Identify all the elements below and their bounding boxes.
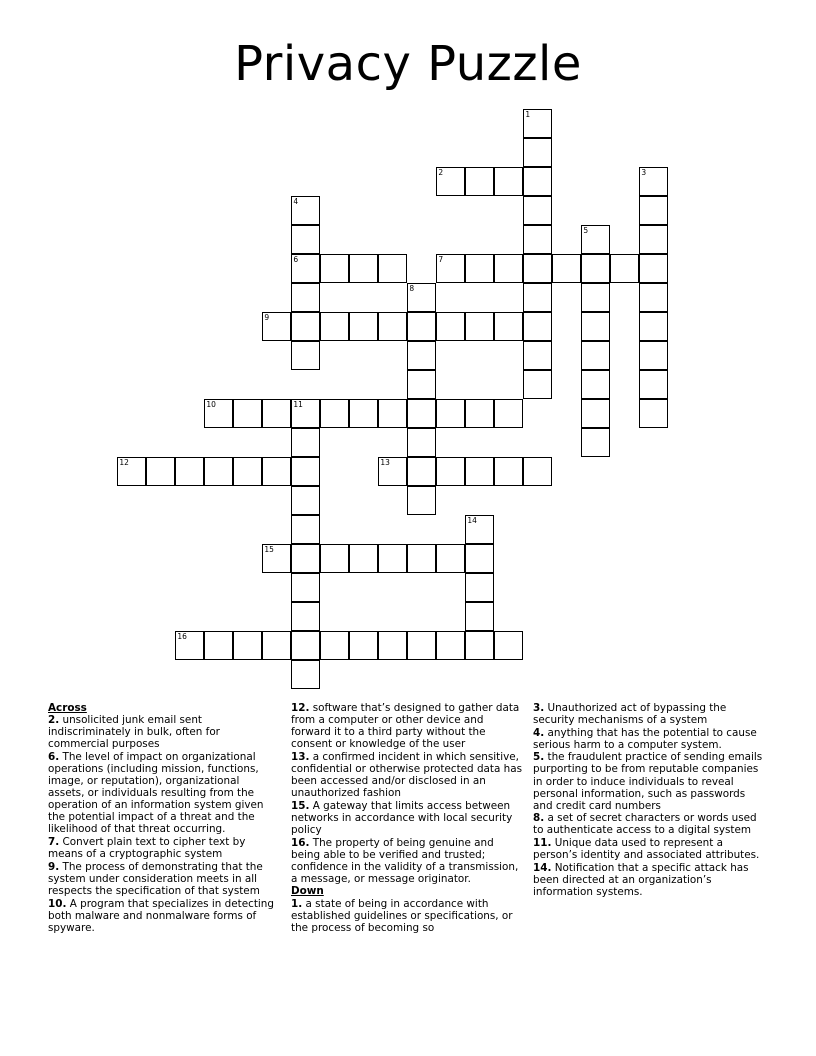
grid-cell[interactable] [349, 631, 378, 660]
grid-cell[interactable] [291, 631, 320, 660]
clue-item-number: 8. [533, 812, 545, 825]
clue-number: 15 [264, 545, 274, 555]
grid-cell[interactable] [436, 457, 465, 486]
clue-item [291, 702, 526, 750]
grid-cell[interactable] [262, 544, 291, 573]
grid-cell[interactable] [349, 312, 378, 341]
grid-cell[interactable] [291, 283, 320, 312]
grid-cell[interactable] [291, 573, 320, 602]
grid-cell[interactable] [581, 254, 610, 283]
clue-item [48, 898, 278, 934]
grid-cell[interactable] [639, 312, 668, 341]
clue-item [533, 862, 768, 898]
grid-cell[interactable] [639, 196, 668, 225]
grid-cell[interactable] [581, 225, 610, 254]
grid-cell[interactable] [320, 254, 349, 283]
grid-cell[interactable] [204, 631, 233, 660]
grid-cell[interactable] [407, 283, 436, 312]
grid-cell[interactable] [494, 167, 523, 196]
grid-cell[interactable] [465, 602, 494, 631]
grid-cell[interactable] [436, 312, 465, 341]
clue-item [291, 751, 526, 799]
grid-cell[interactable] [233, 399, 262, 428]
clue-item-number: 16. [291, 836, 310, 849]
grid-cell[interactable] [407, 428, 436, 457]
grid-cell[interactable] [291, 486, 320, 515]
grid-cell[interactable] [233, 457, 262, 486]
clue-item-text: The property of being genuine and being able to be verified and trusted; confidence in the validity of a transmission, a message, or message originator. [291, 836, 519, 885]
clue-item-number: 7. [48, 836, 60, 849]
grid-cell[interactable] [320, 399, 349, 428]
grid-cell[interactable] [378, 544, 407, 573]
down-clue-list-2 [533, 702, 768, 898]
grid-cell[interactable] [581, 283, 610, 312]
grid-cell[interactable] [407, 399, 436, 428]
grid-cell[interactable] [262, 399, 291, 428]
clue-item-number: 1. [291, 897, 303, 910]
grid-cell[interactable] [291, 341, 320, 370]
grid-cell[interactable] [639, 225, 668, 254]
grid-cell[interactable] [523, 341, 552, 370]
grid-cell[interactable] [233, 631, 262, 660]
grid-cell[interactable] [378, 312, 407, 341]
grid-cell[interactable] [465, 254, 494, 283]
clue-number: 3 [641, 168, 647, 178]
across-clue-list-2 [291, 702, 526, 885]
grid-cell[interactable] [639, 167, 668, 196]
grid-cell[interactable] [262, 312, 291, 341]
clue-number: 7 [438, 255, 444, 265]
clue-item [533, 837, 768, 861]
clue-number: 13 [380, 458, 390, 468]
grid-cell[interactable] [204, 457, 233, 486]
clue-item [291, 837, 526, 885]
clue-item [533, 702, 768, 726]
clue-item-text: Unauthorized act of bypassing the security mechanisms of a system [533, 702, 727, 727]
grid-cell[interactable] [639, 341, 668, 370]
clue-number: 1 [525, 110, 531, 120]
clue-item-number: 2. [48, 714, 60, 727]
clue-item-text: The level of impact on organizational operations (including mission, functions, image, or reputation), organizational assets, or individuals resulting from the operation of an information system given the potential impact of a threat and the likelihood of that threat occurring. [48, 750, 264, 836]
clue-item-number: 14. [533, 861, 552, 874]
grid-cell[interactable] [523, 312, 552, 341]
clue-item-number: 15. [291, 799, 310, 812]
grid-cell[interactable] [639, 399, 668, 428]
grid-cell[interactable] [291, 399, 320, 428]
grid-cell[interactable] [291, 660, 320, 689]
clue-item-text: anything that has the potential to cause serious harm to a computer system. [533, 726, 757, 751]
page-title: Privacy Puzzle [234, 36, 582, 92]
grid-cell[interactable] [639, 370, 668, 399]
grid-cell[interactable] [407, 341, 436, 370]
clue-item-text: a set of secret characters or words used to authenticate access to a digital system [533, 812, 757, 837]
clue-number: 16 [177, 632, 187, 642]
grid-cell[interactable] [320, 631, 349, 660]
grid-cell[interactable] [378, 254, 407, 283]
clue-item-text: software that’s designed to gather data from a computer or other device and forward it to a third party without the consent or knowledge of the user [291, 702, 520, 751]
clue-item-text: The process of demonstrating that the system under consideration meets in all respects the specification of that system [48, 860, 263, 897]
clue-item-text: A gateway that limits access between networks in accordance with local security policy [291, 799, 513, 836]
grid-cell[interactable] [494, 254, 523, 283]
grid-cell[interactable] [523, 283, 552, 312]
grid-cell[interactable] [291, 428, 320, 457]
grid-cell[interactable] [407, 631, 436, 660]
grid-cell[interactable] [349, 399, 378, 428]
grid-cell[interactable] [407, 544, 436, 573]
grid-cell[interactable] [117, 457, 146, 486]
clue-item-number: 10. [48, 897, 67, 910]
clue-number: 2 [438, 168, 444, 178]
grid-cell[interactable] [639, 283, 668, 312]
grid-cell[interactable] [436, 631, 465, 660]
grid-cell[interactable] [523, 370, 552, 399]
grid-cell[interactable] [262, 457, 291, 486]
grid-cell[interactable] [581, 399, 610, 428]
clue-item [291, 898, 526, 934]
clue-number: 11 [293, 400, 303, 410]
grid-cell[interactable] [523, 138, 552, 167]
grid-cell[interactable] [639, 254, 668, 283]
grid-cell[interactable] [552, 254, 581, 283]
grid-cell[interactable] [523, 196, 552, 225]
grid-cell[interactable] [465, 544, 494, 573]
clue-item-number: 9. [48, 860, 60, 873]
grid-cell[interactable] [146, 457, 175, 486]
grid-cell[interactable] [581, 428, 610, 457]
grid-cell[interactable] [494, 399, 523, 428]
grid-cell[interactable] [291, 254, 320, 283]
clue-item-number: 11. [533, 837, 552, 850]
down-clue-list-1 [291, 898, 526, 934]
clue-item [48, 861, 278, 897]
clue-item-number: 6. [48, 750, 60, 763]
grid-cell[interactable] [349, 544, 378, 573]
grid-cell[interactable] [291, 515, 320, 544]
clue-number: 14 [467, 516, 477, 526]
grid-cell[interactable] [523, 109, 552, 138]
clue-item-text: unsolicited junk email sent indiscriminately in bulk, often for commercial purposes [48, 714, 220, 751]
clue-number: 9 [264, 313, 270, 323]
grid-cell[interactable] [523, 457, 552, 486]
grid-cell[interactable] [436, 399, 465, 428]
clue-item-number: 4. [533, 726, 545, 739]
clue-number: 10 [206, 400, 216, 410]
grid-cell[interactable] [320, 544, 349, 573]
grid-cell[interactable] [320, 312, 349, 341]
clue-item [533, 812, 768, 836]
grid-cell[interactable] [465, 515, 494, 544]
grid-cell[interactable] [291, 457, 320, 486]
grid-cell[interactable] [407, 312, 436, 341]
grid-cell[interactable] [204, 399, 233, 428]
clue-item-text: Notification that a specific attack has been directed at an organization’s information systems. [533, 861, 749, 898]
grid-cell[interactable] [465, 457, 494, 486]
clue-item-number: 12. [291, 702, 310, 714]
grid-cell[interactable] [523, 225, 552, 254]
clue-item-number: 13. [291, 750, 310, 763]
clue-item-number: 3. [533, 702, 545, 714]
grid-cell[interactable] [407, 370, 436, 399]
grid-cell[interactable] [291, 196, 320, 225]
grid-cell[interactable] [175, 631, 204, 660]
clue-number: 4 [293, 197, 299, 207]
grid-cell[interactable] [407, 457, 436, 486]
clue-number: 5 [583, 226, 589, 236]
grid-cell[interactable] [436, 544, 465, 573]
grid-cell[interactable] [581, 341, 610, 370]
grid-cell[interactable] [436, 254, 465, 283]
grid-cell[interactable] [291, 225, 320, 254]
clue-item-text: a confirmed incident in which sensitive, confidential or otherwise protected data has been accessed and/or disclosed in an unauthorized fashion [291, 750, 523, 800]
grid-cell[interactable] [291, 312, 320, 341]
grid-cell[interactable] [465, 167, 494, 196]
clue-number: 8 [409, 284, 415, 294]
clue-item-text: a state of being in accordance with established guidelines or specifications, or the process of becoming so [291, 897, 513, 934]
grid-cell[interactable] [465, 631, 494, 660]
grid-cell[interactable] [436, 167, 465, 196]
grid-cell[interactable] [291, 602, 320, 631]
grid-cell[interactable] [291, 544, 320, 573]
grid-cell[interactable] [175, 457, 204, 486]
clue-item [291, 800, 526, 836]
clue-item-text: Unique data used to represent a person’s identity and associated attributes. [533, 837, 760, 862]
across-heading: Across [48, 702, 87, 714]
grid-cell[interactable] [465, 312, 494, 341]
clue-item-text: A program that specializes in detecting both malware and nonmalware forms of spyware. [48, 897, 274, 934]
clue-number: 12 [119, 458, 129, 468]
grid-cell[interactable] [465, 399, 494, 428]
grid-cell[interactable] [494, 457, 523, 486]
clue-item-text: Convert plain text to cipher text by means of a cryptographic system [48, 836, 246, 861]
grid-cell[interactable] [378, 631, 407, 660]
clue-item [48, 751, 278, 836]
clues-column-2 [291, 702, 526, 934]
clue-item [533, 727, 768, 751]
grid-cell[interactable] [610, 254, 639, 283]
grid-cell[interactable] [349, 254, 378, 283]
down-heading: Down [291, 885, 324, 898]
grid-cell[interactable] [262, 631, 291, 660]
grid-cell[interactable] [407, 486, 436, 515]
grid-cell[interactable] [378, 399, 407, 428]
clue-item-text: the fraudulent practice of sending emails purporting to be from reputable companies in order to induce individuals to reveal personal information, such as passwords and credit card numbers [533, 751, 763, 812]
clue-item [48, 714, 278, 750]
across-clue-list-1 [48, 714, 278, 934]
grid-cell[interactable] [581, 370, 610, 399]
grid-cell[interactable] [581, 312, 610, 341]
clues-column-3 [533, 702, 768, 899]
clues-column-1 [48, 702, 278, 934]
clue-item [48, 836, 278, 860]
clue-item-number: 5. [533, 751, 545, 764]
clue-item [533, 751, 768, 811]
grid-cell[interactable] [465, 573, 494, 602]
grid-cell[interactable] [523, 167, 552, 196]
grid-cell[interactable] [378, 457, 407, 486]
clue-number: 6 [293, 255, 299, 265]
grid-cell[interactable] [523, 254, 552, 283]
grid-cell[interactable] [494, 631, 523, 660]
grid-cell[interactable] [494, 312, 523, 341]
